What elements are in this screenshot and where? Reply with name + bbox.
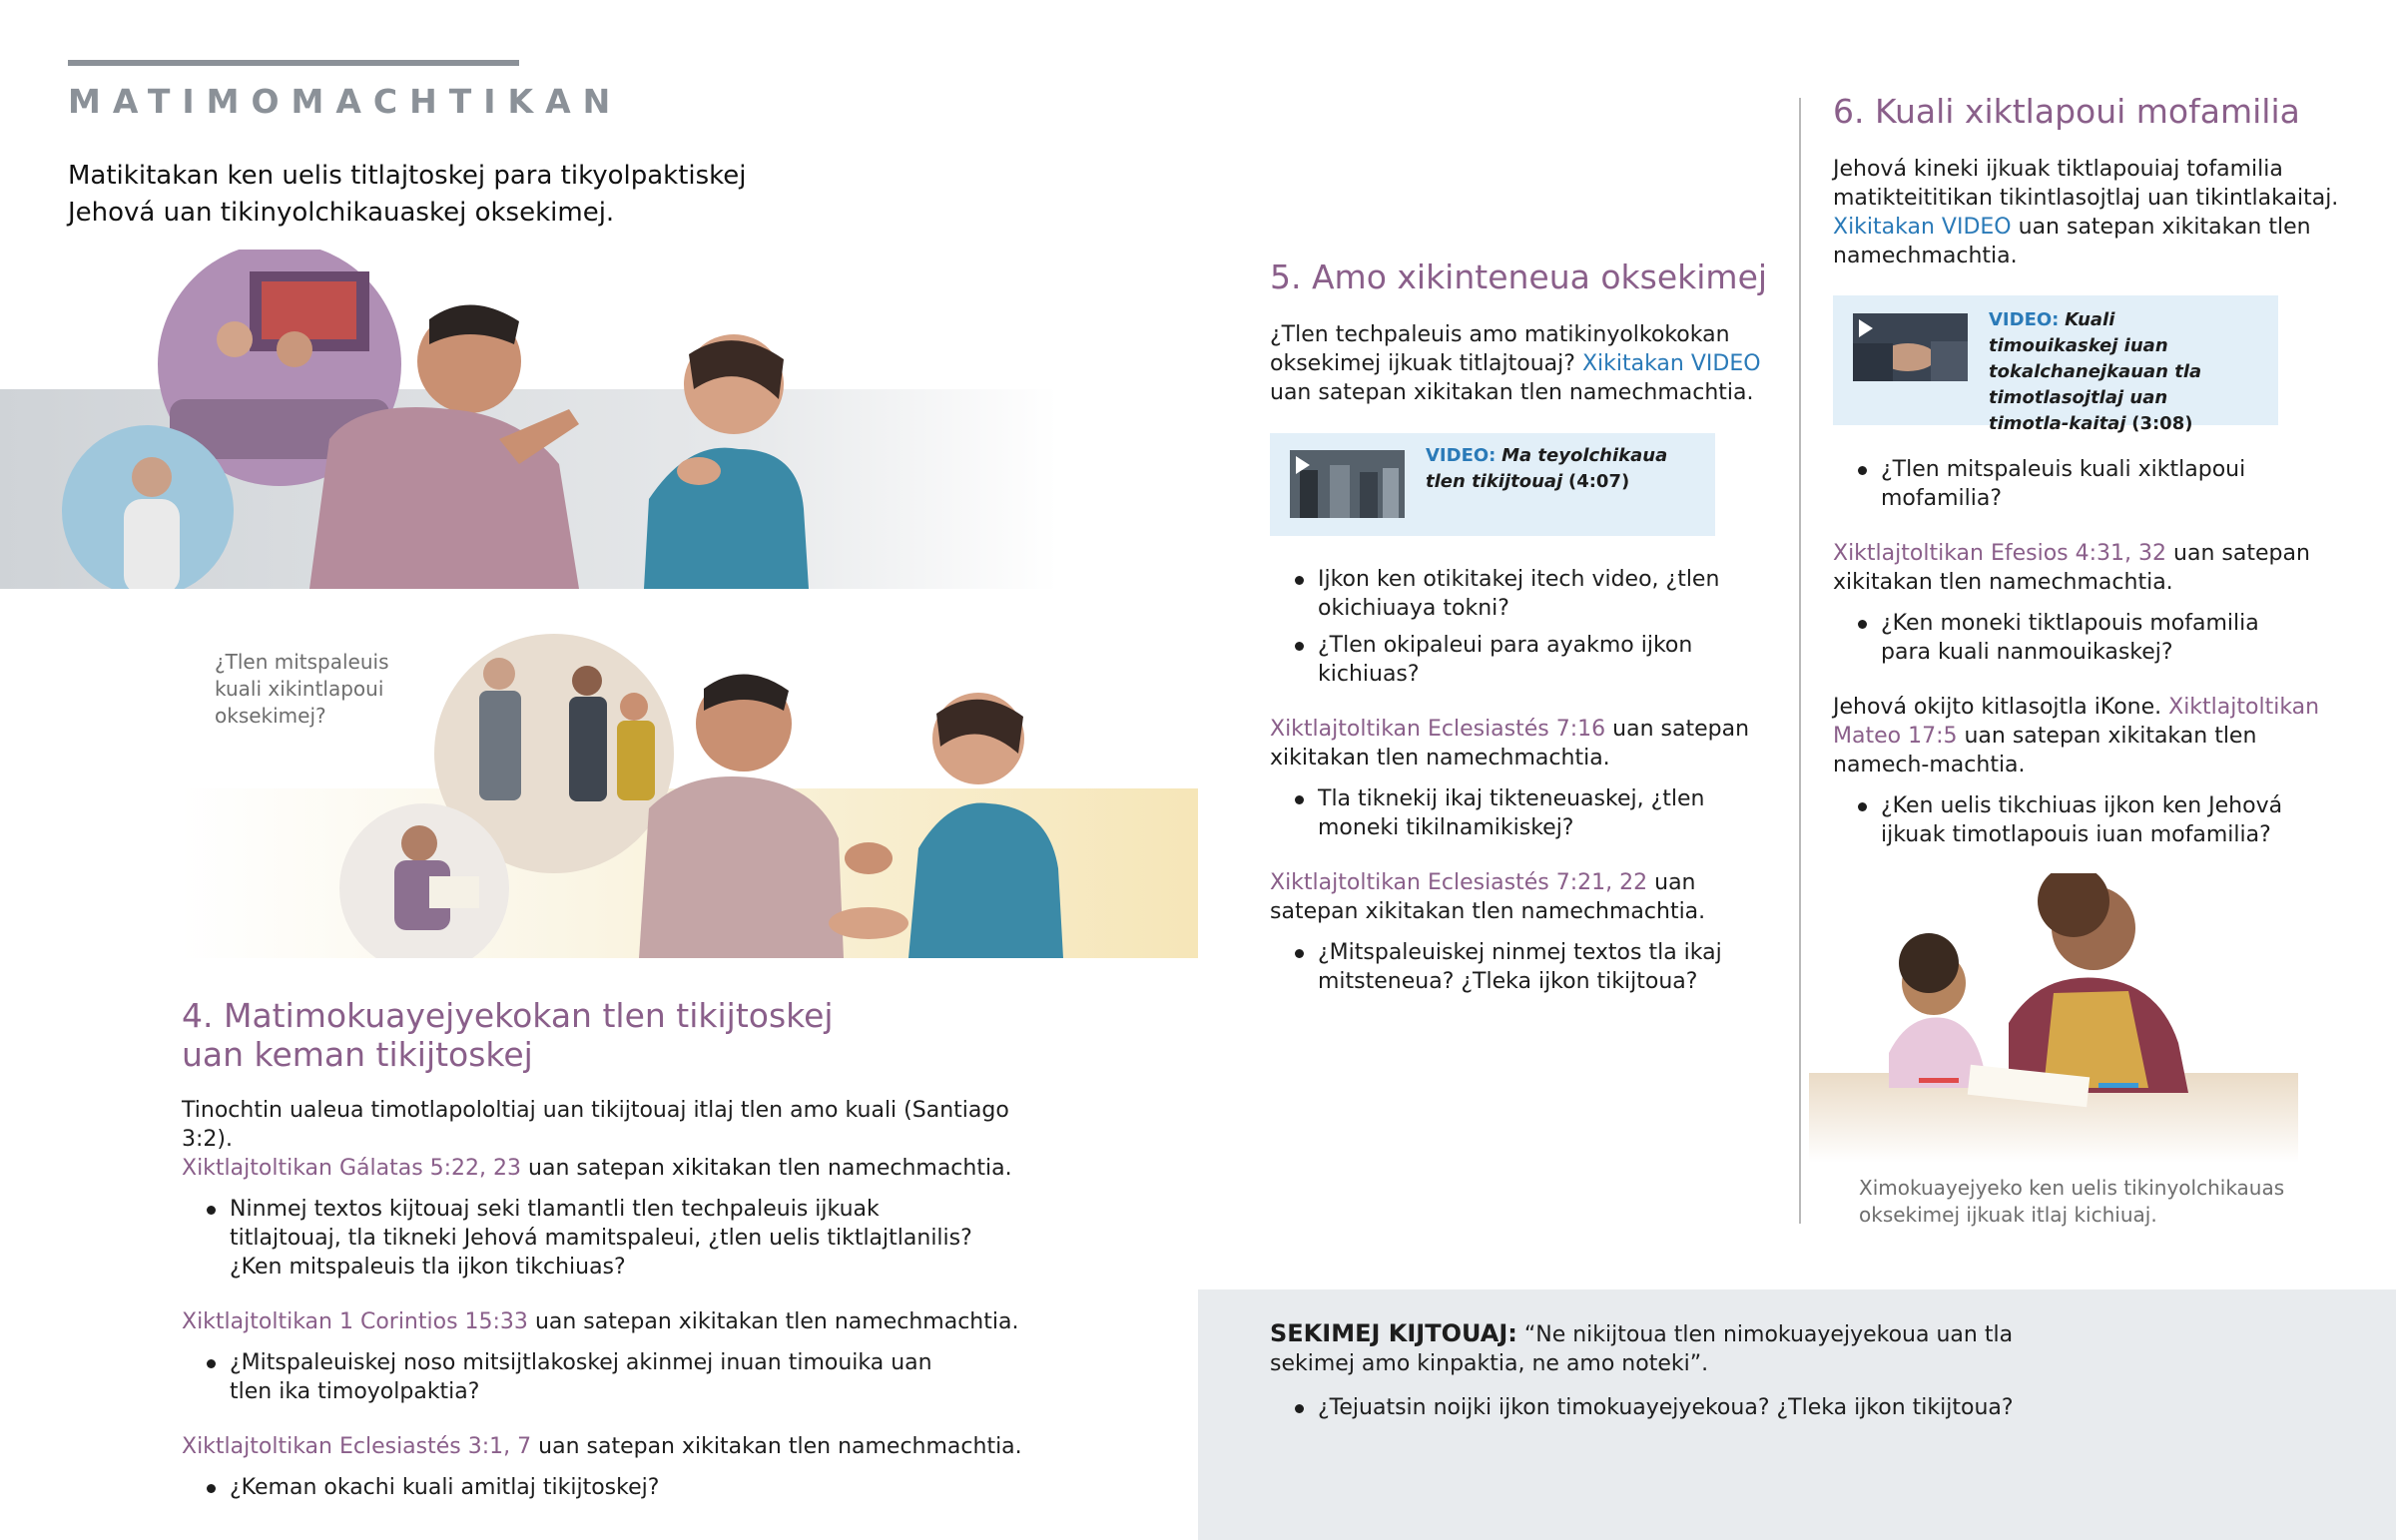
section6-video-duration: (3:08) (2131, 413, 2193, 434)
section4-bullet2: ¿Mitspaleuiskej noso mitsijtlakoskej akinmej inuan timouika uan tlen ika timoyolpaktia? (182, 1348, 940, 1406)
section6-video-label: VIDEO: (1989, 309, 2060, 330)
section5-para1-tail: uan satepan xikitakan tlen namechmachtia. (1270, 380, 1754, 405)
section5-para1-text: ¿Tlen techpaleuis amo matikinyolkokokan oksekimej ijkuak titlajtouaj? (1270, 322, 1730, 376)
section4-para1: Tinochtin ualeua timotlapololtiaj uan tikijtouaj itlaj tlen amo kuali (Santiago 3:2). (182, 1098, 1009, 1152)
summary-label: SEKIMEJ KIJTOUAJ: (1270, 1319, 1517, 1347)
summary-quote: “Ne nikijtoua tlen nimokuayejyekoua uan tla sekimej amo kinpaktia, ne amo noteki”. (1270, 1322, 2014, 1376)
summary-box (1198, 1289, 2396, 1540)
section5-video-title: Ma teyolchikaua tlen tikijtouaj (1426, 445, 1668, 492)
section6-video-text (1989, 307, 2238, 437)
section6-video-link[interactable]: Xikitakan VIDEO (1833, 215, 2012, 240)
summary-bullet: ¿Tejuatsin noijki ijkon timokuayejyekoua? ¿Tleka ijkon tikijtoua? (1270, 1393, 2089, 1422)
section4-bullet1: Ninmej textos kijtouaj seki tlamantli tlen techpaleuis ijkuak titlajtouaj, tla tikneki Jehová mamitspaleui, ¿tlen uelis tiktlajtlanilis? ¿Ken mitspaleuis tla ijkon tikchiuas? (182, 1195, 980, 1282)
section4-ref2-line (182, 1307, 1040, 1336)
conversation-illustration (180, 629, 1198, 958)
section4 (182, 996, 1040, 1502)
section5-ref2-line (1270, 868, 1789, 926)
section5 (1270, 257, 1789, 407)
section6-title: 6. Kuali xiktlapoui mofamilia (1833, 92, 2300, 131)
section6-body (1833, 455, 2352, 849)
play-icon (1859, 319, 1873, 337)
section4-title-line2: uan keman tikijtoskej (182, 1035, 533, 1074)
header-rule (68, 60, 519, 66)
section4-ref1-line (182, 1154, 1040, 1183)
section5-ref1-tail: uan satepan xikitakan tlen namechmachtia. (1270, 717, 1750, 770)
section5-ref1-line (1270, 715, 1789, 772)
section6-video-title: Kuali timouikaskej iuan tokalchanejkauan tla timotlasojtlaj uan timotla-kaitaj (1989, 309, 2202, 434)
mother-child-illustration-svg (1809, 873, 2298, 1163)
section6-para1 (1833, 155, 2352, 270)
scripture-link-eclesiastes-7-21[interactable]: Xiktlajtoltikan Eclesiastés 7:21, 22 (1270, 870, 1648, 895)
section6-bullet2: ¿Ken moneki tiktlapouis mofamilia para kuali nanmouikaskej? (1833, 609, 2292, 667)
argument-illustration-svg (0, 250, 1058, 589)
intro-text: Matikitakan ken uelis titlajtoskej para tikyolpaktiskej Jehová uan tikinyolchikauaskej oksekimej. (68, 161, 747, 228)
section6 (1833, 92, 2352, 270)
section6-caption: Ximokuayejyeko ken uelis tikinyolchikauas oksekimej ijkuak itlaj kichiuaj. (1859, 1176, 2285, 1227)
section5-ref2-tail: uan satepan xikitakan tlen namechmachtia. (1270, 870, 1706, 924)
section6-video-thumbnail[interactable] (1853, 313, 1968, 381)
mother-child-illustration (1809, 873, 2298, 1163)
section6-ref1-tail: uan satepan xikitakan tlen namechmachtia. (1833, 541, 2310, 595)
play-icon (1296, 456, 1310, 474)
section6-para2-line (1833, 693, 2342, 779)
section6-para1-tail: uan satepan xikitakan tlen namechmachtia. (1833, 215, 2311, 268)
section5-body (1270, 565, 1789, 996)
conversation-illustration-svg (180, 629, 1198, 958)
scripture-link-corintios[interactable]: Xiktlajtoltikan 1 Corintios 15:33 (182, 1309, 528, 1334)
scripture-link-efesios[interactable]: Xiktlajtoltikan Efesios 4:31, 32 (1833, 541, 2167, 566)
section4-title (182, 996, 1040, 1074)
section5-video-thumbnail[interactable] (1290, 450, 1405, 518)
scripture-link-mateo[interactable]: Xiktlajtoltikan Mateo 17:5 (1833, 695, 2320, 749)
section4-ref3-tail: uan satepan xikitakan tlen namechmachtia. (538, 1434, 1022, 1459)
section5-video-duration: (4:07) (1567, 471, 1630, 492)
section5-video-text (1426, 443, 1705, 495)
scripture-link-eclesiastes-7-16[interactable]: Xiktlajtoltikan Eclesiastés 7:16 (1270, 717, 1606, 742)
section5-bullet2: ¿Tlen okipaleui para ayakmo ijkon kichiuas? (1270, 631, 1789, 689)
section6-ref1-line (1833, 539, 2332, 597)
section6-ref2-tail: uan satepan xikitakan tlen namech-machtia. (1833, 724, 2257, 777)
scripture-link-galatas[interactable]: Xiktlajtoltikan Gálatas 5:22, 23 (182, 1156, 522, 1181)
section5-bullet4: ¿Mitspaleuiskej ninmej textos tla ikaj mitsteneua? ¿Tleka ijkon tikijtoua? (1270, 938, 1749, 996)
section4-ref1-tail: uan satepan xikitakan tlen namechmachtia. (528, 1156, 1012, 1181)
section4-ref3-line (182, 1432, 1040, 1461)
scripture-link-eclesiastes-3[interactable]: Xiktlajtoltikan Eclesiastés 3:1, 7 (182, 1434, 532, 1459)
argument-illustration (0, 250, 1058, 589)
section4-ref2-tail: uan satepan xikitakan tlen namechmachtia. (534, 1309, 1019, 1334)
section6-video-card[interactable] (1833, 295, 2278, 434)
section6-bullet3: ¿Ken uelis tikchiuas ijkon ken Jehová ijkuak timotlapouis iuan mofamilia? (1833, 791, 2332, 849)
section6-para1-text: Jehová kineki ijkuak tiktlapouiaj tofamilia matikteititikan tikintlasojtlaj uan tikintlakaitaj. (1833, 157, 2339, 211)
section6-bullet1: ¿Tlen mitspaleuis kuali xiktlapoui mofamilia? (1833, 455, 2262, 513)
section4-title-line1: 4. Matimokuayejyekokan tlen tikijtoskej (182, 996, 834, 1035)
section5-title: 5. Amo xikinteneua oksekimej (1270, 257, 1768, 296)
column-divider (1799, 98, 1801, 1224)
section5-bullet1: Ijkon ken otikitakej itech video, ¿tlen okichiuaya tokni? (1270, 565, 1749, 623)
section6-para2: Jehová okijto kitlasojtla iKone. (1833, 695, 2162, 720)
section5-video-link[interactable]: Xikitakan VIDEO (1581, 351, 1761, 376)
section5-para1 (1270, 320, 1789, 407)
section4-bullet3: ¿Keman okachi kuali amitlaj tikijtoskej? (182, 1473, 1040, 1502)
section5-bullet3: Tla tiknekij ikaj tikteneuaskej, ¿tlen moneki tikilnamikiskej? (1270, 784, 1769, 842)
section5-video-card[interactable] (1270, 433, 1715, 536)
summary-quote-block (1270, 1319, 2089, 1378)
illustration-caption: ¿Tlen mitspaleuis kuali xikintlapoui oksekimej? (215, 650, 389, 728)
section-title: MATIMOMACHTIKAN (68, 82, 623, 121)
section5-video-label: VIDEO: (1426, 445, 1497, 466)
